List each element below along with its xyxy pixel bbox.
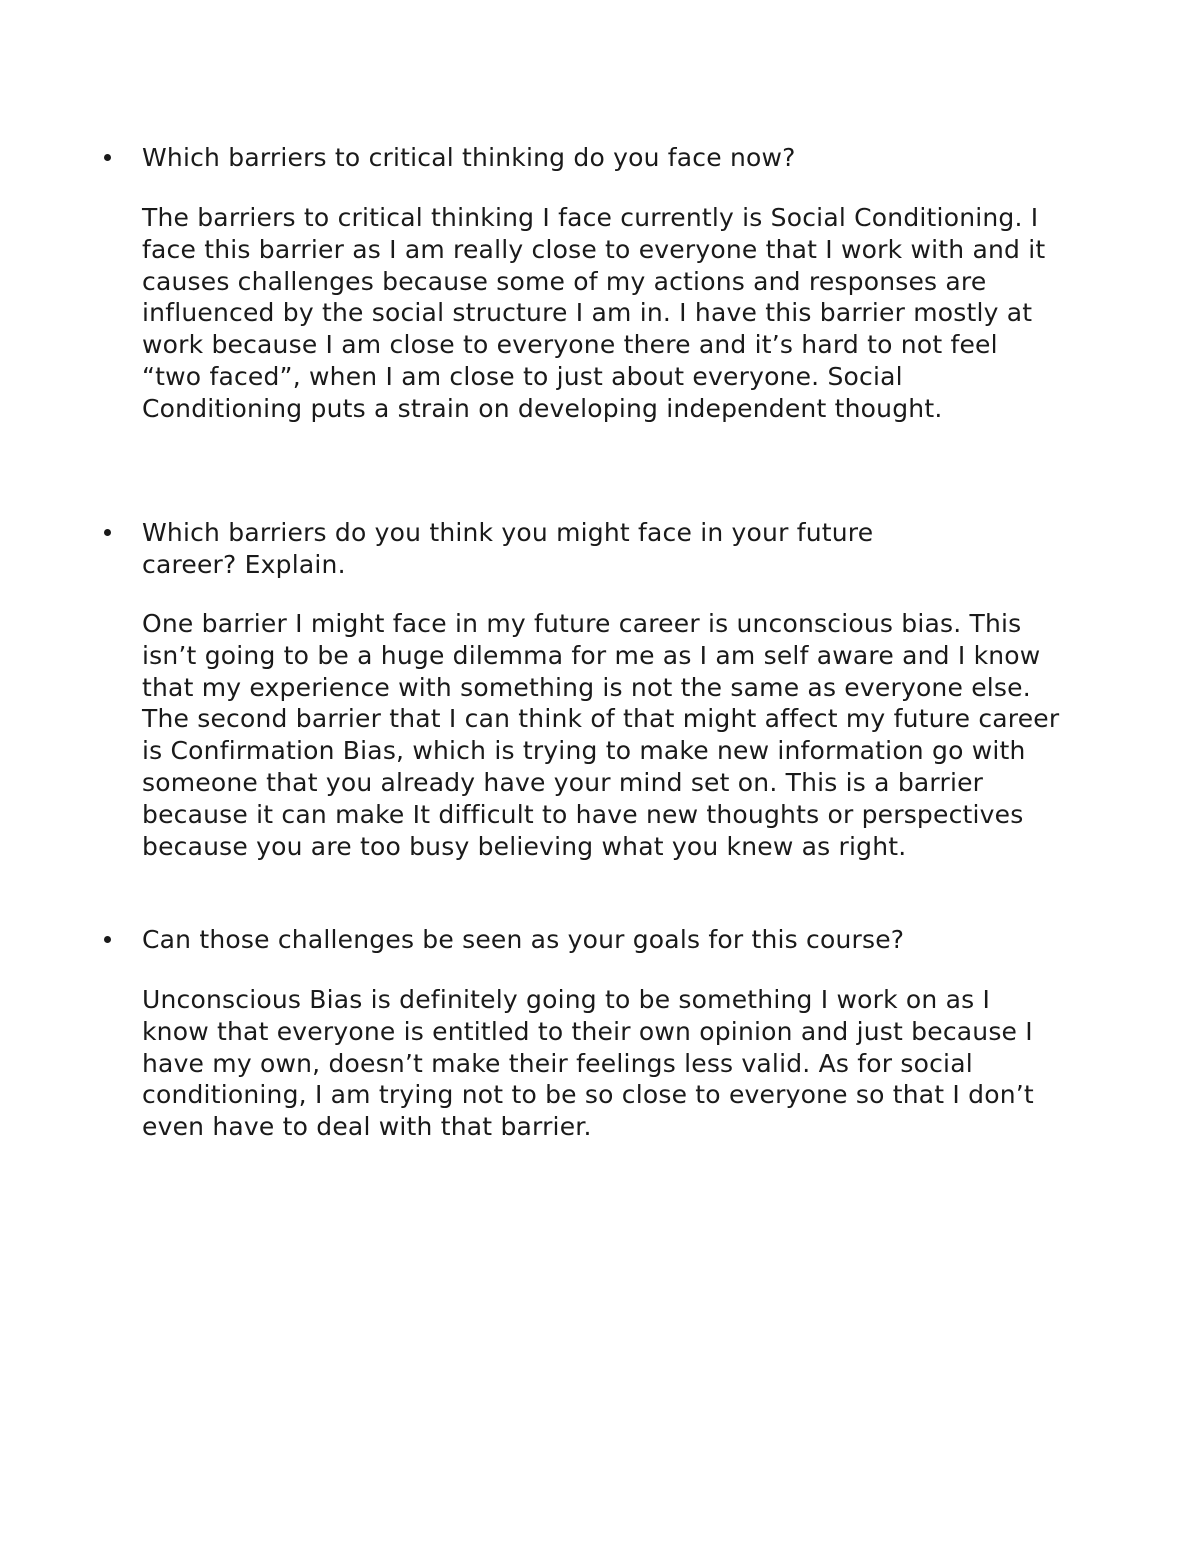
- question-block-1: [0, 142, 1200, 425]
- answer-2: One barrier I might face in my future career is unconscious bias. This isn’t going to be a huge dilemma for me as I am self aware and I know that my experience with something is not the same as everyone else. The second barrier that I can think of that might affect my future career is Confirmation Bias, which is trying to make new information go with someone that you already have your mind set on. This is a barrier because it can make It difficult to have new thoughts or perspectives because you are too busy believing what you knew as right.: [142, 609, 1060, 861]
- question-1-text: Which barriers to critical thinking do you face now?: [142, 143, 796, 172]
- question-block-2: [0, 517, 1200, 862]
- question-2-text: Which barriers do you think you might face in your future career? Explain.: [142, 518, 874, 579]
- bullet-icon: [104, 936, 111, 943]
- question-3-text: Can those challenges be seen as your goals for this course?: [142, 925, 905, 954]
- answer-1: The barriers to critical thinking I face currently is Social Conditioning. I face this barrier as I am really close to everyone that I work with and it causes challenges because some of my actions and responses are influenced by the social structure I am in. I have this barrier mostly at work because I am close to everyone there and it’s hard to not feel “two faced”, when I am close to just about everyone. Social Conditioning puts a strain on developing independent thought.: [142, 203, 1046, 423]
- question-1: [0, 142, 972, 174]
- question-3: [0, 924, 972, 956]
- bullet-icon: [104, 529, 111, 536]
- bullet-icon: [104, 154, 111, 161]
- answer-3: Unconscious Bias is definitely going to be something I work on as I know that everyone is entitled to their own opinion and just because I have my own, doesn’t make their feelings less valid. As for social conditioning, I am trying not to be so close to everyone so that I don’t even have to deal with that barrier.: [142, 985, 1034, 1142]
- question-block-3: [0, 924, 1200, 1143]
- question-2: [0, 517, 972, 581]
